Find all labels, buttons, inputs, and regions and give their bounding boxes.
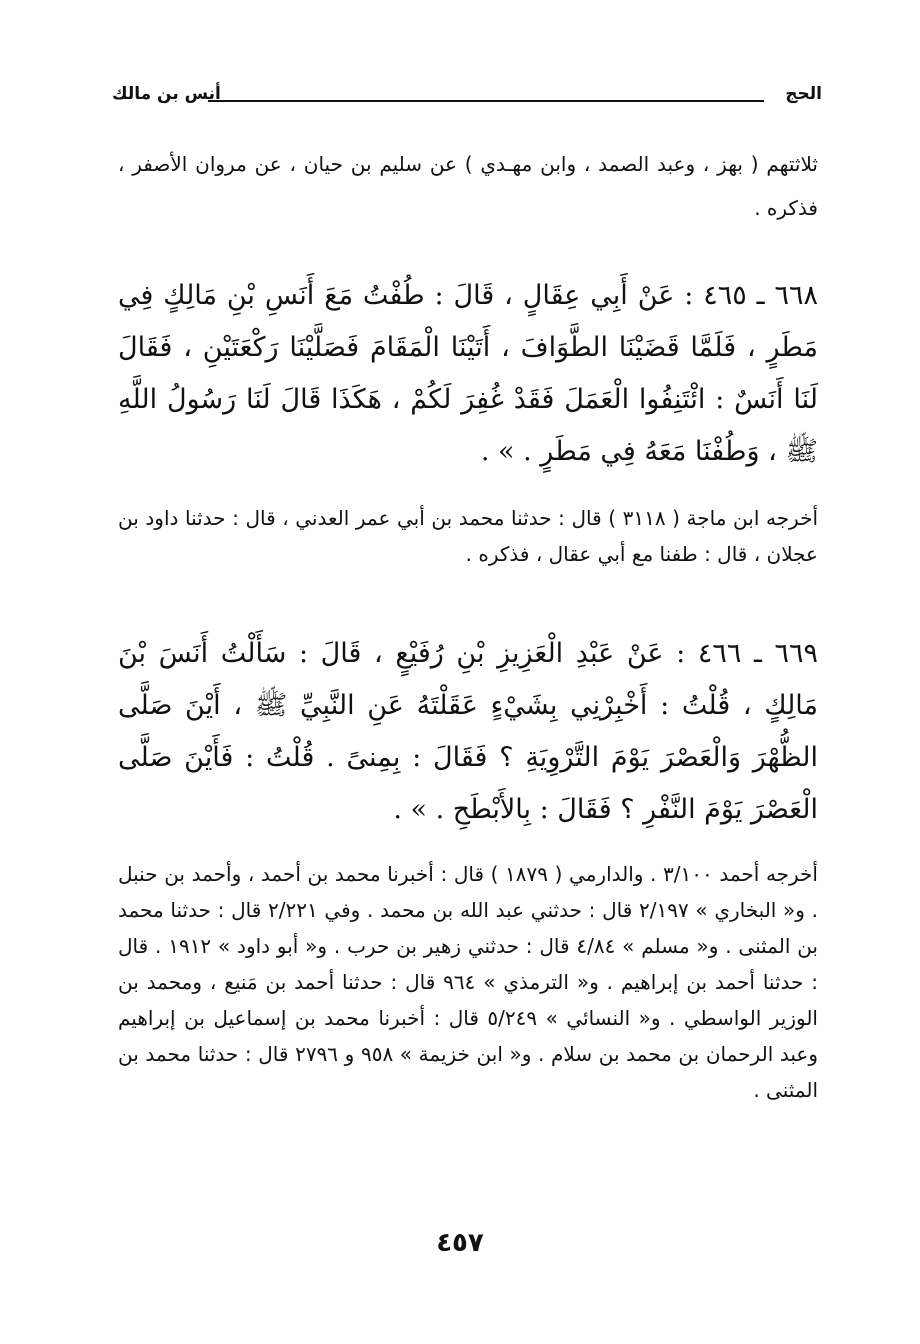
running-header [112, 84, 822, 112]
header-section-title: الحج [785, 84, 822, 104]
takhrij-669: أخرجه أحمد ٣/١٠٠ . والدارمي ( ١٨٧٩ ) قال : أخبرنا محمد بن أحمد ، وأحمد بن حنبل . و« البخاري » ٢/١٩٧ قال : حدثني عبد الله بن محمد . وفي ٢/٢٢١ قال : حدثنا محمد بن المثنى . و« مسلم » ٤/٨٤ قال : حدثني زهير بن حرب . و« أبو داود » ١٩١٢ . قال : حدثنا أحمد بن إبراهيم . و« الترمذي » ٩٦٤ قال : حدثنا أحمد بن مَنيع ، ومحمد بن الوزير الواسطي . و« النسائي » ٥/٢٤٩ قال : أخبرنا محمد بن إسماعيل بن إبراهيم وعبد الرحمان بن محمد بن سلام . و« ابن خزيمة » ٩٥٨ و ٢٧٩٦ قال : حدثنا محمد بن المثنى . [118, 862, 819, 1102]
page-number: ٤٥٧ [436, 1228, 484, 1258]
hadith-668: ٦٦٨ ـ ٤٦٥ : عَنْ أَبِي عِقَالٍ ، قَالَ : طُفْتُ مَعَ أَنَسِ بْنِ مَالِكٍ فِي مَطَرٍ ، فَلَمَّا قَضَيْنَا الطَّوَافَ ، أَتَيْنَا الْمَقَامَ فَصَلَّيْنَا رَكْعَتَيْنِ ، فَقَالَ لَنَا أَنَسٌ : ائْتَنِفُوا الْعَمَلَ فَقَدْ غُفِرَ لَكُمْ ، هَكَذَا قَالَ لَنَا رَسُولُ اللَّهِ ﷺ ، وَطُفْنَا مَعَهُ فِي مَطَرٍ . » . [118, 280, 819, 467]
takhrij-668: أخرجه ابن ماجة ( ٣١١٨ ) قال : حدثنا محمد بن أبي عمر العدني ، قال : حدثنا داود بن عجلان ، قال : طفنا مع أبي عقال ، فذكره . [118, 506, 819, 566]
header-rule [208, 100, 764, 102]
intro-note: ثلاثتهم ( بهز ، وعبد الصمد ، وابن مهـدي ) عن سليم بن حيان ، عن مروان الأصفر ، فذكره . [118, 152, 818, 220]
hadith-669: ٦٦٩ ـ ٤٦٦ : عَنْ عَبْدِ الْعَزِيزِ بْنِ رُفَيْعٍ ، قَالَ : سَأَلْتُ أَنَسَ بْنَ مَالِكٍ ، قُلْتُ : أَخْبِرْنِي بِشَيْءٍ عَقَلْتَهُ عَنِ النَّبِيِّ ﷺ ، أَيْنَ صَلَّى الظُّهْرَ وَالْعَصْرَ يَوْمَ التَّرْوِيَةِ ؟ فَقَالَ : بِمِنىً . قُلْتُ : فَأَيْنَ صَلَّى الْعَصْرَ يَوْمَ النَّفْرِ ؟ فَقَالَ : بِالأَبْطَحِ . » . [118, 638, 818, 825]
header-companion-name: أنس بن مالك [112, 84, 221, 104]
